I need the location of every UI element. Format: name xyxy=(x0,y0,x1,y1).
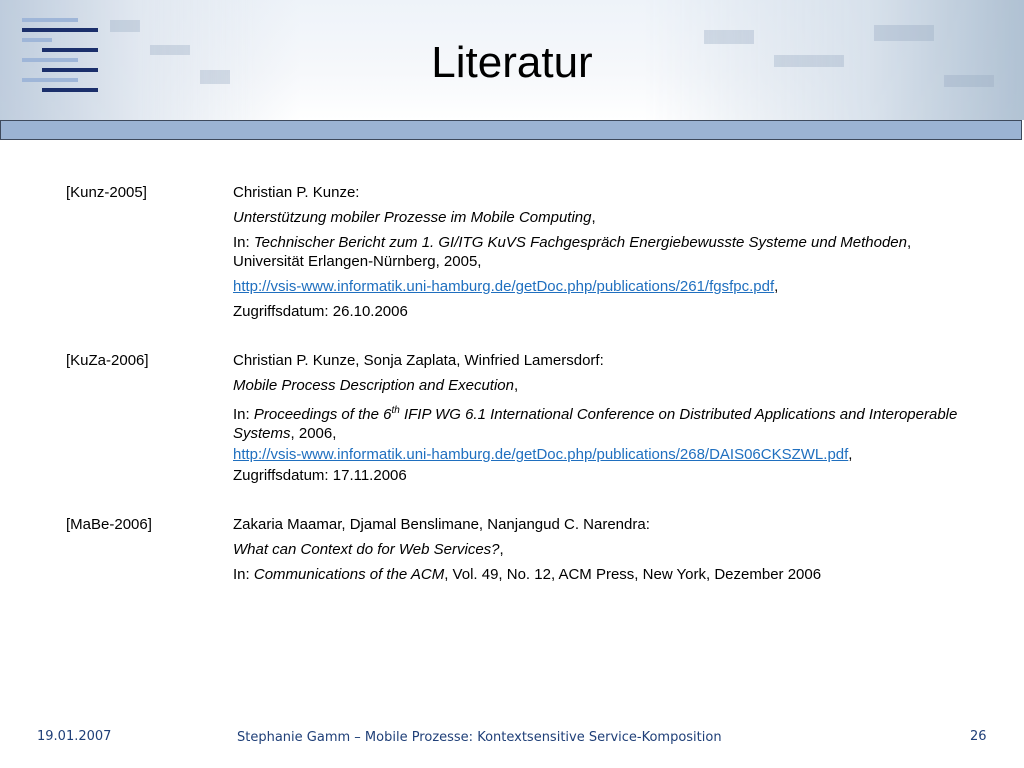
page-number: 26 xyxy=(970,729,987,744)
footer-date: 19.01.2007 xyxy=(37,729,112,744)
reference-url-line: http://vsis-www.informatik.uni-hamburg.de/getDoc.php/publications/261/fgsfpc.pdf, xyxy=(233,278,779,295)
slide-title: Literatur xyxy=(431,38,593,87)
reference-key: [Kunz-2005] xyxy=(66,184,147,201)
reference-accessed: Zugriffsdatum: 26.10.2006 xyxy=(233,303,408,320)
reference-authors: Christian P. Kunze, Sonja Zaplata, Winfried Lamersdorf: xyxy=(233,352,604,369)
reference-source: In: Communications of the ACM, Vol. 49, No. 12, ACM Press, New York, Dezember 2006 xyxy=(233,566,822,583)
reference-key: [MaBe-2006] xyxy=(66,516,152,533)
reference-title-text: Unterstützung mobiler Prozesse im Mobile Computing xyxy=(233,209,592,226)
reference-authors: Zakaria Maamar, Djamal Benslimane, Nanjangud C. Narendra: xyxy=(233,516,650,533)
reference-title: Unterstützung mobiler Prozesse im Mobile Computing, xyxy=(233,209,596,226)
reference-authors: Christian P. Kunze: xyxy=(233,184,360,201)
reference-title: What can Context do for Web Services?, xyxy=(233,541,504,558)
reference-url-link[interactable]: http://vsis-www.informatik.uni-hamburg.de/getDoc.php/publications/261/fgsfpc.pdf xyxy=(233,278,775,295)
header-band xyxy=(0,120,1022,140)
slide-header xyxy=(0,0,1024,120)
reference-accessed: Zugriffsdatum: 17.11.2006 xyxy=(233,467,407,484)
reference-url-line: http://vsis-www.informatik.uni-hamburg.de/getDoc.php/publications/268/DAIS06CKSZWL.pdf, xyxy=(233,446,853,463)
reference-url-link[interactable]: http://vsis-www.informatik.uni-hamburg.de/getDoc.php/publications/268/DAIS06CKSZWL.pdf xyxy=(233,446,849,463)
reference-key: [KuZa-2006] xyxy=(66,352,149,369)
reference-source: In: Technischer Bericht zum 1. GI/ITG KuVS Fachgespräch Energiebewusste Systeme und Methoden, Universität Erlangen-Nürnberg, 2005, xyxy=(233,234,912,270)
footer-title: Stephanie Gamm – Mobile Prozesse: Kontextsensitive Service-Komposition xyxy=(237,730,722,745)
reference-title: Mobile Process Description and Execution, xyxy=(233,377,519,394)
reference-title-text: What can Context do for Web Services? xyxy=(233,541,500,558)
reference-source: In: Proceedings of the 6th IFIP WG 6.1 International Conference on Distributed Applications and Interoperable Systems, 2006, xyxy=(233,405,958,442)
reference-title-text: Mobile Process Description and Execution xyxy=(233,377,514,394)
